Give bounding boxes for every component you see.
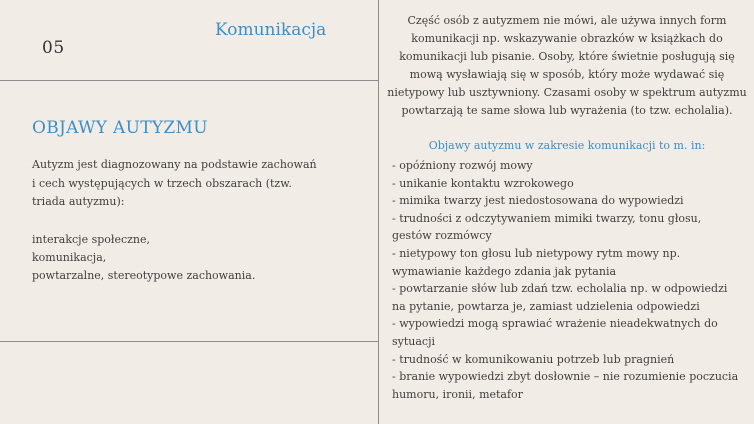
symptoms-heading: Objawy autyzmu w zakresie komunikacji to m. in:: [428, 139, 706, 152]
list-item: - opóźniony rozwój mowy: [392, 159, 533, 172]
list-item: komunikacja,: [32, 251, 107, 264]
list-item: - nietypowy ton głosu lub nietypowy rytm mowy np. wymawianie każdego zdania jak pytania: [392, 246, 681, 278]
bottom-divider: [0, 341, 378, 342]
list-item: - trudności z odczytywaniem mimiki twarzy, tonu głosu, gestów rozmówcy: [392, 211, 702, 243]
page-number: 05: [42, 38, 65, 58]
list-item: - unikanie kontaktu wzrokowego: [392, 176, 574, 190]
triad-list: [32, 231, 255, 285]
list-item: powtarzalne, stereotypowe zachowania.: [32, 269, 256, 282]
list-item: - powtarzanie słów lub zdań tzw. echolalia np. w odpowiedzi na pytanie, powtarza je, zamiast udzielenia odpowiedzi: [392, 282, 728, 313]
list-item: - wypowiedzi mogą sprawiać wrażenie nieadekwatnych do sytuacji: [392, 317, 718, 348]
section-heading: OBJAWY AUTYZMU: [32, 118, 208, 138]
top-divider: [0, 80, 378, 81]
vertical-divider: [378, 0, 379, 424]
description-paragraph: Część osób z autyzmem nie mówi, ale używa innych form komunikacji np. wskazywanie obrazków w książkach do komunikacji lub pisanie. Osoby, które świetnie posługują się mową wysławiają się w sposób, który może wydawać się nietypowy lub usztywniony. Czasami osoby w spektrum autyzmu powtarzają te same słowa lub wyrażenia (to tzw. echolalia).: [387, 14, 747, 117]
page-title: Komunikacja: [215, 20, 327, 40]
list-item: - branie wypowiedzi zbyt dosłownie – nie rozumienie poczucia humoru, ironii, metafor: [392, 370, 739, 401]
list-item: interakcje społeczne,: [32, 233, 151, 246]
list-item: - mimika twarzy jest niedostosowana do wypowiedzi: [392, 194, 684, 208]
intro-text: Autyzm jest diagnozowany na podstawie zachowań i cech występujących w trzech obszarach (tzw. triada autyzmu):: [32, 158, 317, 208]
symptoms-list: [392, 157, 744, 403]
list-item: - trudność w komunikowaniu potrzeb lub pragnień: [392, 352, 675, 366]
